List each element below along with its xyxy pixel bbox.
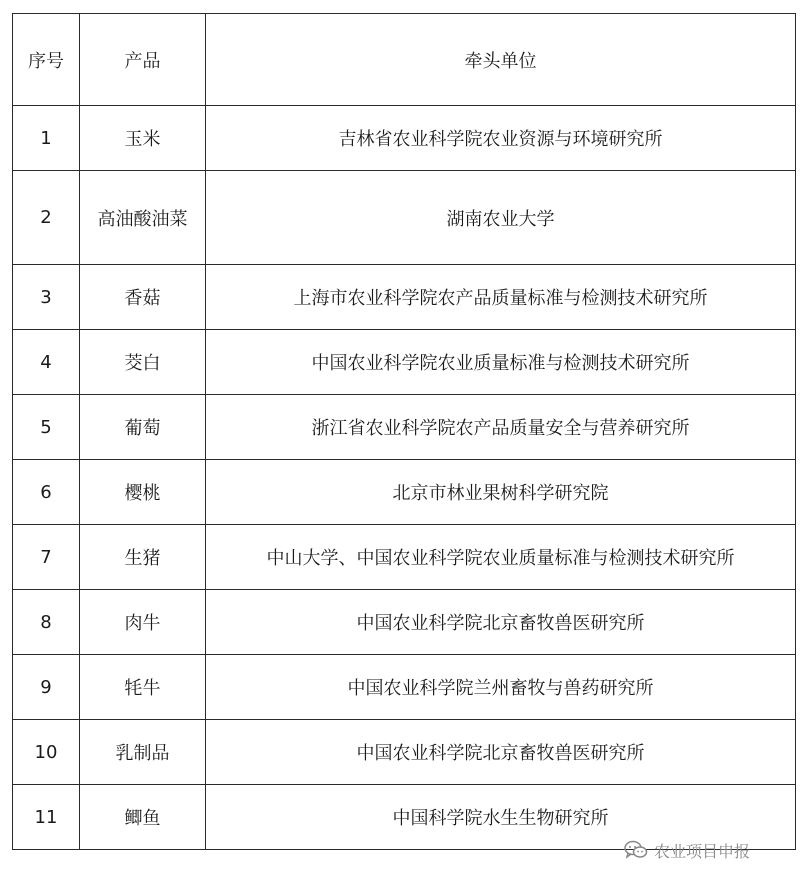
row-index: 3	[13, 265, 80, 330]
header-product: 产品	[80, 14, 206, 106]
table-header-row	[13, 14, 796, 106]
row-index: 7	[13, 525, 80, 590]
row-organization: 中国农业科学院北京畜牧兽医研究所	[206, 720, 796, 785]
row-product: 生猪	[80, 525, 206, 590]
row-product: 牦牛	[80, 655, 206, 720]
row-organization: 中山大学、中国农业科学院农业质量标准与检测技术研究所	[206, 525, 796, 590]
row-organization: 中国农业科学院兰州畜牧与兽药研究所	[206, 655, 796, 720]
table-row	[13, 590, 796, 655]
row-organization: 北京市林业果树科学研究院	[206, 460, 796, 525]
row-product: 肉牛	[80, 590, 206, 655]
row-index: 6	[13, 460, 80, 525]
row-index: 1	[13, 106, 80, 171]
row-index: 8	[13, 590, 80, 655]
row-organization: 中国科学院水生生物研究所	[206, 785, 796, 850]
header-index: 序号	[13, 14, 80, 106]
header-organization: 牵头单位	[206, 14, 796, 106]
row-product: 高油酸油菜	[80, 171, 206, 265]
product-table	[12, 13, 796, 850]
row-organization: 上海市农业科学院农产品质量标准与检测技术研究所	[206, 265, 796, 330]
table-row	[13, 106, 796, 171]
row-product: 茭白	[80, 330, 206, 395]
row-organization: 浙江省农业科学院农产品质量安全与营养研究所	[206, 395, 796, 460]
row-product: 玉米	[80, 106, 206, 171]
row-index: 4	[13, 330, 80, 395]
row-product: 樱桃	[80, 460, 206, 525]
row-product: 葡萄	[80, 395, 206, 460]
row-index: 11	[13, 785, 80, 850]
row-product: 鲫鱼	[80, 785, 206, 850]
table-row	[13, 330, 796, 395]
table-row	[13, 655, 796, 720]
row-organization: 中国农业科学院农业质量标准与检测技术研究所	[206, 330, 796, 395]
table-row	[13, 460, 796, 525]
row-index: 9	[13, 655, 80, 720]
table-row	[13, 525, 796, 590]
table-row	[13, 265, 796, 330]
table-row	[13, 720, 796, 785]
wechat-icon	[624, 840, 648, 860]
row-index: 10	[13, 720, 80, 785]
row-organization: 吉林省农业科学院农业资源与环境研究所	[206, 106, 796, 171]
row-organization: 中国农业科学院北京畜牧兽医研究所	[206, 590, 796, 655]
row-product: 乳制品	[80, 720, 206, 785]
row-index: 5	[13, 395, 80, 460]
row-product: 香菇	[80, 265, 206, 330]
watermark-text: 农业项目申报	[654, 841, 751, 861]
table-row	[13, 395, 796, 460]
row-organization: 湖南农业大学	[206, 171, 796, 265]
watermark	[624, 838, 750, 862]
table-row	[13, 171, 796, 265]
row-index: 2	[13, 171, 80, 265]
